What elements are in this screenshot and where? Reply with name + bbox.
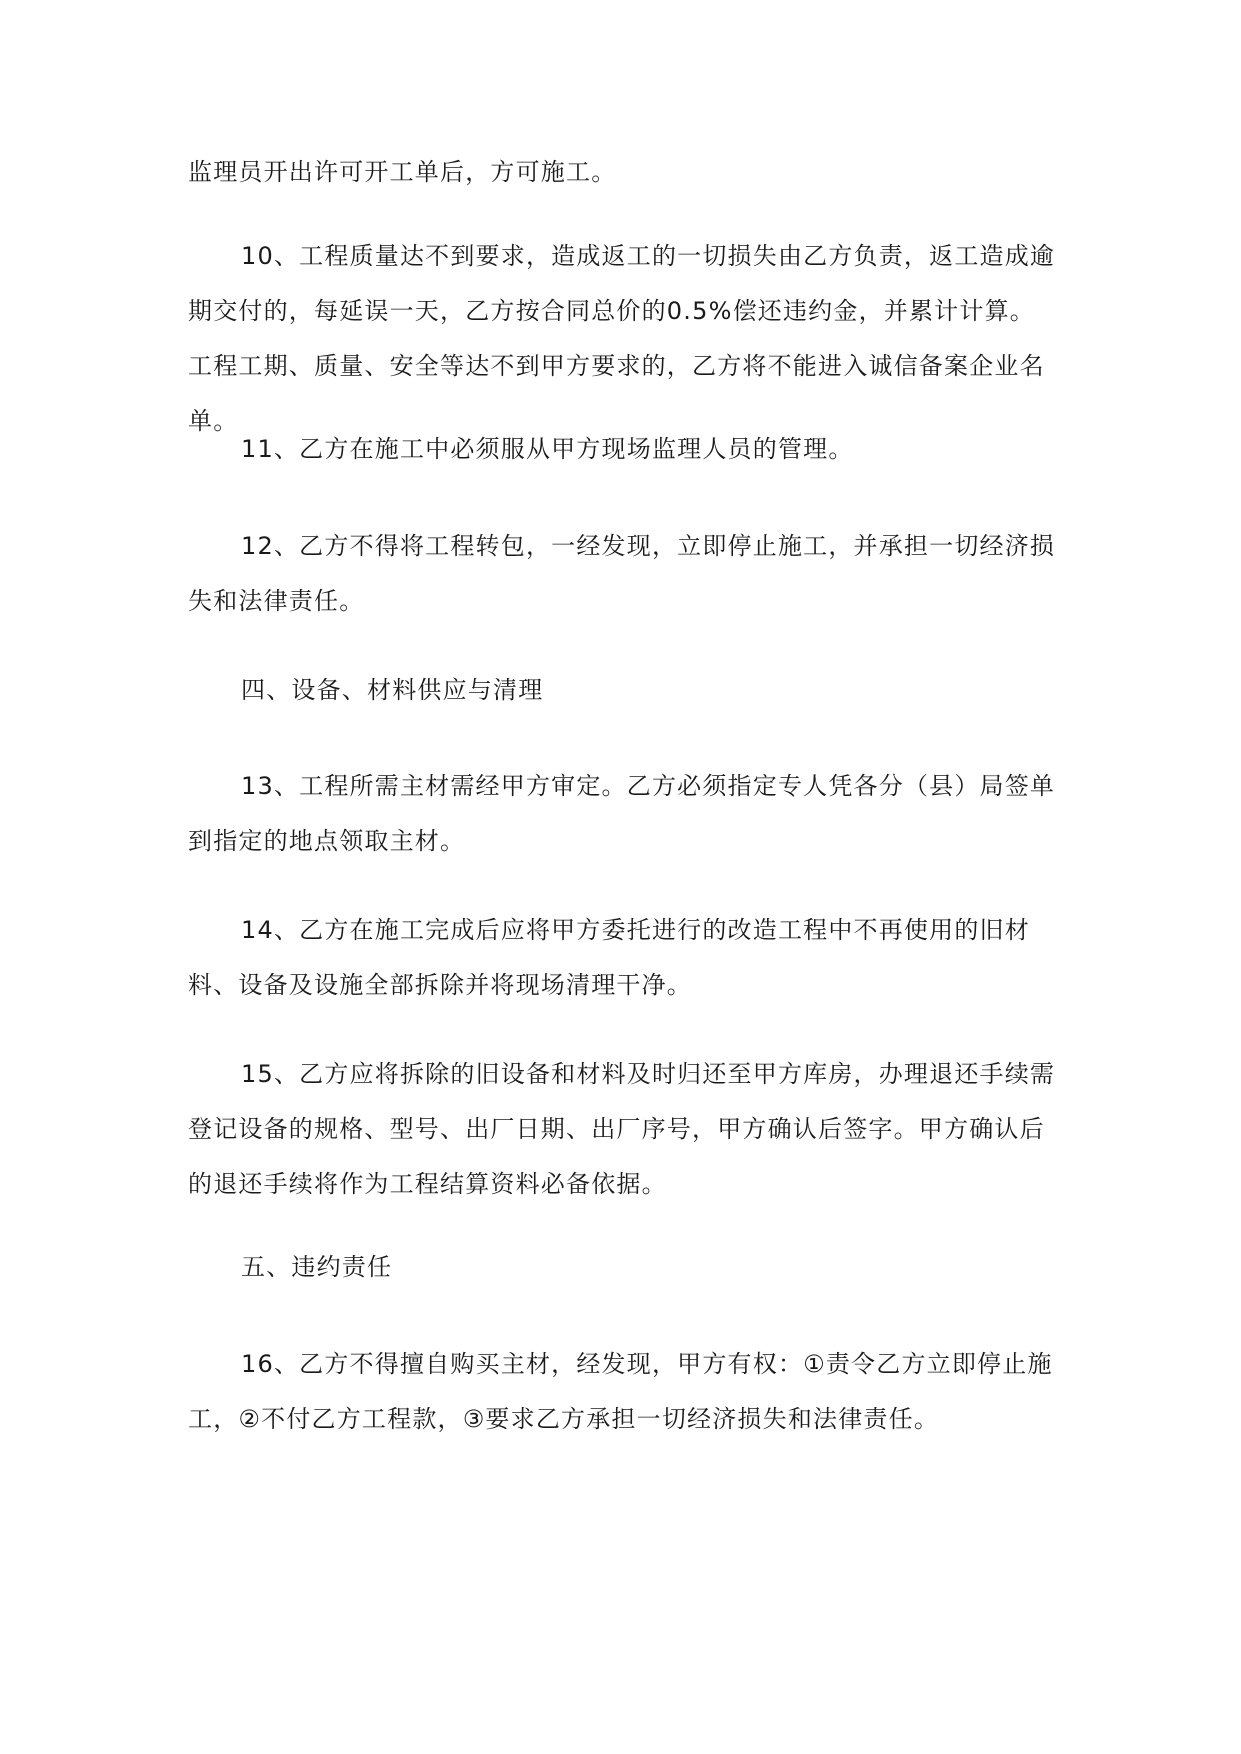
paragraph-continuation: 监理员开出许可开工单后，方可施工。 bbox=[188, 158, 617, 186]
section-heading-5: 五、违约责任 bbox=[241, 1253, 393, 1281]
clause-12: 12、乙方不得将工程转包，一经发现，立即停止施工，并承担一切经济损失和法律责任。 bbox=[188, 532, 1056, 615]
clause-11: 11、乙方在施工中必须服从甲方现场监理人员的管理。 bbox=[241, 435, 854, 463]
clause-10: 10、工程质量达不到要求，造成返工的一切损失由乙方负责，返工造成逾期交付的，每延误一天，乙方按合同总价的0.5%偿还违约金，并累计计算。工程工期、质量、安全等达不到甲方要求的，乙方将不能进入诚信备案企业名单。 bbox=[188, 242, 1056, 435]
section-heading-4: 四、设备、材料供应与清理 bbox=[241, 676, 544, 704]
clause-15: 15、乙方应将拆除的旧设备和材料及时归还至甲方库房，办理退还手续需登记设备的规格、型号、出厂日期、出厂序号，甲方确认后签字。甲方确认后的退还手续将作为工程结算资料必备依据。 bbox=[188, 1060, 1056, 1198]
clause-16: 16、乙方不得擅自购买主材，经发现，甲方有权：①责令乙方立即停止施工，②不付乙方工程款，③要求乙方承担一切经济损失和法律责任。 bbox=[188, 1350, 1053, 1433]
clause-13: 13、工程所需主材需经甲方审定。乙方必须指定专人凭各分（县）局签单到指定的地点领取主材。 bbox=[188, 772, 1056, 855]
clause-14: 14、乙方在施工完成后应将甲方委托进行的改造工程中不再使用的旧材料、设备及设施全部拆除并将现场清理干净。 bbox=[188, 916, 1030, 999]
